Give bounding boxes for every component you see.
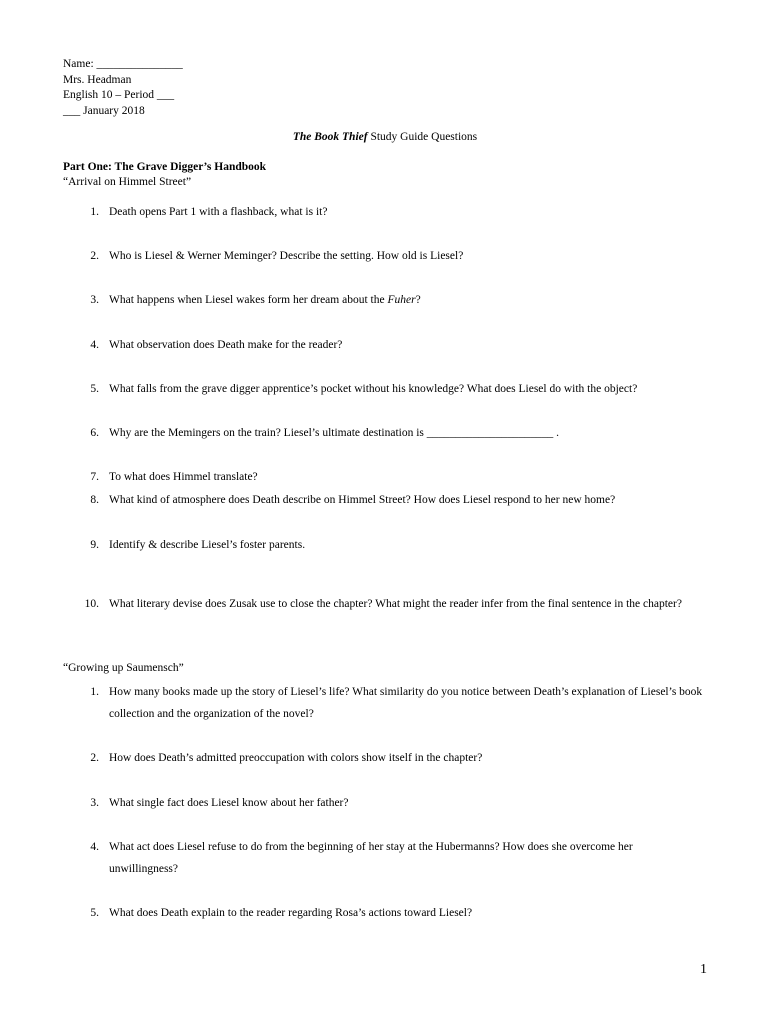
- question-item: [63, 747, 703, 769]
- question-text: Why are the Memingers on the train? Liesel’s ultimate destination is ______________________ .: [109, 427, 560, 439]
- question-number: 10.: [84, 598, 99, 610]
- question-text: How does Death’s admitted preoccupation with colors show itself in the chapter?: [109, 752, 483, 764]
- question-item: [63, 534, 703, 556]
- question-number: 4.: [90, 339, 99, 351]
- question-text: To what does Himmel translate?: [109, 471, 258, 483]
- name-line: Name: _______________: [63, 58, 183, 70]
- question-text: What single fact does Liesel know about her father?: [109, 797, 349, 809]
- question-number: 7.: [90, 471, 99, 483]
- question-number: 8.: [90, 494, 99, 506]
- question-number: 1.: [90, 686, 99, 698]
- question-item: [63, 201, 703, 223]
- question-item: [63, 289, 703, 311]
- question-number: 2.: [90, 752, 99, 764]
- question-text-end: ?: [415, 294, 421, 306]
- question-number: 4.: [90, 841, 99, 853]
- question-text: What kind of atmosphere does Death describe on Himmel Street? How does Liesel respond to her new home?: [109, 494, 616, 506]
- question-item: [63, 466, 703, 488]
- question-italic-word: Fuher: [387, 294, 416, 306]
- question-number: 9.: [90, 539, 99, 551]
- book-title: The Book Thief: [292, 131, 368, 143]
- question-text: What observation does Death make for the reader?: [109, 339, 343, 351]
- question-item: [63, 792, 703, 814]
- question-text: What does Death explain to the reader regarding Rosa’s actions toward Liesel?: [109, 907, 473, 919]
- question-text: How many books made up the story of Liesel’s life? What similarity do you notice between Death’s explanation of Liesel’s book collection and the organization of the novel?: [109, 686, 703, 720]
- question-number: 3.: [90, 797, 99, 809]
- question-text: What happens when Liesel wakes form her dream about the: [109, 294, 388, 306]
- question-item: [63, 378, 703, 400]
- question-number: 6.: [90, 427, 99, 439]
- teacher-line: Mrs. Headman: [63, 73, 132, 86]
- question-text: Identify & describe Liesel’s foster parents.: [109, 539, 306, 551]
- title-rest: Study Guide Questions: [367, 131, 478, 143]
- question-number: 3.: [90, 294, 99, 306]
- question-text: Death opens Part 1 with a flashback, what is it?: [109, 206, 328, 218]
- question-text: What falls from the grave digger apprentice’s pocket without his knowledge? What does Liesel do with the object?: [109, 383, 638, 395]
- question-number: 5.: [90, 383, 99, 395]
- question-text: Who is Liesel & Werner Meminger? Describe the setting. How old is Liesel?: [109, 250, 464, 262]
- course-line: English 10 – Period ___: [63, 89, 175, 101]
- question-item: [63, 902, 703, 924]
- question-number: 1.: [90, 206, 99, 218]
- question-item: [63, 334, 703, 356]
- question-text: What literary devise does Zusak use to close the chapter? What might the reader infer from the final sentence in the chapter?: [109, 598, 682, 610]
- question-number: 2.: [90, 250, 99, 262]
- student-header: [63, 57, 183, 119]
- question-text: What act does Liesel refuse to do from the beginning of her stay at the Hubermanns? How does she overcome her unwillingness?: [109, 841, 633, 875]
- question-item: [63, 836, 703, 880]
- question-item: [63, 422, 703, 444]
- chapter-title-arrival: “Arrival on Himmel Street”: [63, 176, 192, 188]
- document-title: [0, 131, 770, 143]
- question-item: [63, 681, 703, 725]
- question-item: [63, 593, 703, 615]
- question-text-wrapper: [109, 289, 703, 311]
- part-one-heading: Part One: The Grave Digger’s Handbook: [63, 161, 267, 173]
- date-line: ___ January 2018: [63, 104, 145, 117]
- question-number: 5.: [90, 907, 99, 919]
- question-item: [63, 245, 703, 267]
- chapter-title-growing-up: “Growing up Saumensch”: [63, 662, 184, 674]
- page-number: 1: [700, 962, 707, 977]
- question-item: [63, 489, 703, 511]
